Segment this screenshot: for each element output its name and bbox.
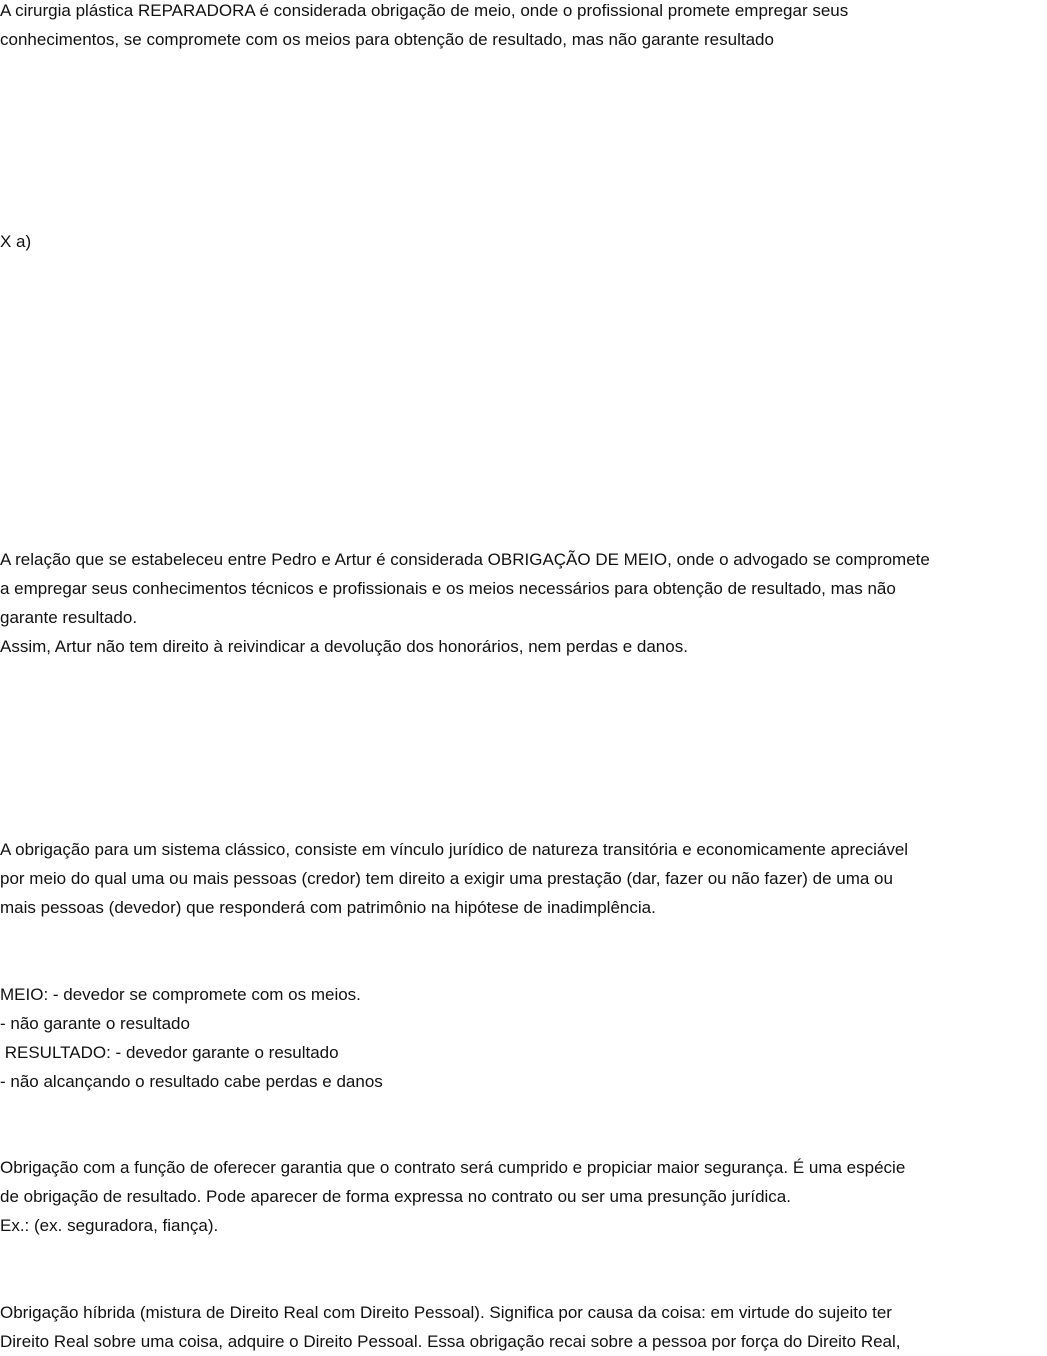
paragraph-meio-resultado	[0, 980, 1047, 1096]
paragraph-plastic-surgery	[0, 0, 1047, 54]
paragraph-line: - não garante o resultado	[0, 1014, 190, 1033]
paragraph-line: por meio do qual uma ou mais pessoas (credor) tem direito a exigir uma prestação (dar, fazer ou não fazer) de uma ou	[0, 869, 893, 888]
paragraph-hybrid-obligation	[0, 1298, 1047, 1356]
paragraph-line: Ex.: (ex. seguradora, fiança).	[0, 1216, 219, 1235]
paragraph-line: - não alcançando o resultado cabe perdas e danos	[0, 1072, 383, 1091]
paragraph-line: MEIO: - devedor se compromete com os meios.	[0, 985, 361, 1004]
paragraph-line: garante resultado.	[0, 608, 138, 627]
paragraph-line: Direito Real sobre uma coisa, adquire o Direito Pessoal. Essa obrigação recai sobre a pessoa por força do Direito Real,	[0, 1332, 901, 1351]
answer-mark-text: X a)	[0, 232, 32, 251]
paragraph-pedro-artur	[0, 545, 1047, 661]
paragraph-guarantee-obligation	[0, 1153, 1047, 1240]
paragraph-line: A cirurgia plástica REPARADORA é considerada obrigação de meio, onde o profissional promete empregar seus	[0, 1, 849, 20]
paragraph-line: conhecimentos, se compromete com os meios para obtenção de resultado, mas não garante resultado	[0, 30, 774, 49]
paragraph-line: RESULTADO: - devedor garante o resultado	[0, 1043, 339, 1062]
paragraph-line: Obrigação híbrida (mistura de Direito Real com Direito Pessoal). Significa por causa da coisa: em virtude do sujeito ter	[0, 1303, 892, 1322]
answer-mark	[0, 227, 1047, 256]
paragraph-obligation-definition	[0, 835, 1047, 922]
paragraph-line: de obrigação de resultado. Pode aparecer de forma expressa no contrato ou ser uma presunção jurídica.	[0, 1187, 791, 1206]
paragraph-line: Assim, Artur não tem direito à reivindicar a devolução dos honorários, nem perdas e danos.	[0, 637, 688, 656]
paragraph-line: a empregar seus conhecimentos técnicos e profissionais e os meios necessários para obtenção de resultado, mas não	[0, 579, 896, 598]
paragraph-line: Obrigação com a função de oferecer garantia que o contrato será cumprido e propiciar maior segurança. É uma espécie	[0, 1158, 906, 1177]
paragraph-line: A obrigação para um sistema clássico, consiste em vínculo jurídico de natureza transitória e economicamente apreciável	[0, 840, 909, 859]
paragraph-line: A relação que se estabeleceu entre Pedro e Artur é considerada OBRIGAÇÃO DE MEIO, onde o advogado se compromete	[0, 550, 930, 569]
paragraph-line: mais pessoas (devedor) que responderá com patrimônio na hipótese de inadimplência.	[0, 898, 656, 917]
